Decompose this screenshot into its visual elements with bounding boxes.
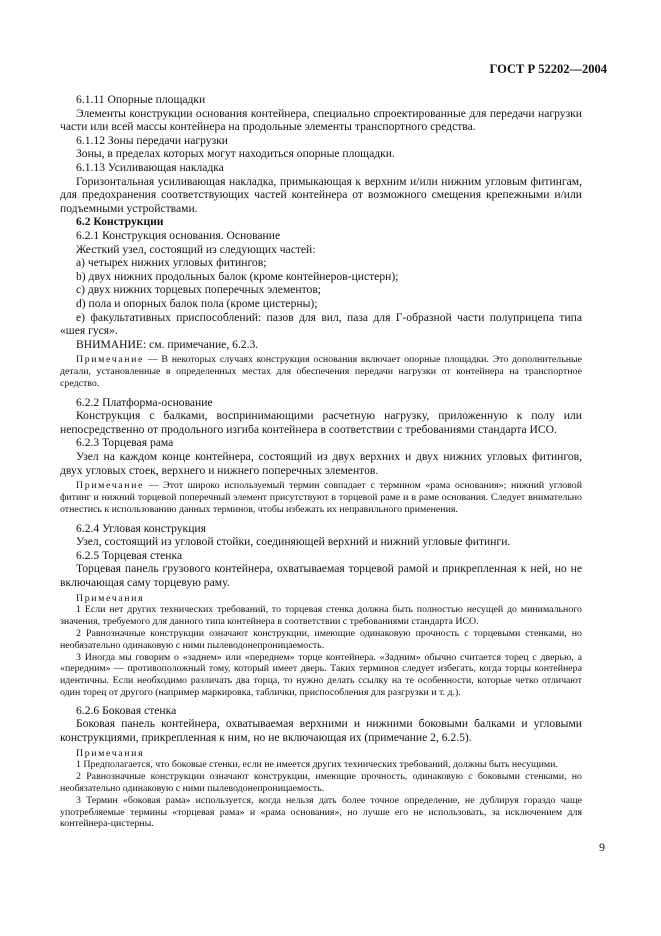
note-label: Примечание [76, 354, 145, 366]
section-6-1-13-text: Горизонтальная усиливающая накладка, примыкающая к верхним и/или нижним угловым фитингам, для предохранения соответствующих частей контейнера от возможного смещения крепежными и/или подъемными устройствами. [60, 174, 582, 215]
list-item: e) факультативных приспособлений: пазов для вил, паза для Г-образной части полуприцепа типа «шея гуся». [60, 310, 582, 338]
section-6-2-6-text: Боковая панель контейнера, охватываемая верхними и нижними боковыми балками и угловыми конструкциями, прикрепленная к ним, но не включающая их (примечание 2, 6.2.5). [60, 717, 582, 744]
list-item: а) четырех нижних угловых фитингов; [76, 256, 267, 270]
section-6-2-1-note [60, 354, 582, 389]
notes-title: Примечания [76, 592, 145, 604]
note-item: 3 Иногда мы говорим о «заднем» или «переднем» торце контейнера. «Задним» обычно считается торец с дверью, а «передним» — противоположный тому, который имеет дверь. Таких терминов следует избегать, когда торцы контейнера идентичны. Если необходимо различать два торца, то нужно делать ссылку на те особенности, которые четко отличают один торец от другого (например маркировка, таблички, приспособления для разгрузки и т. д.). [60, 651, 582, 698]
section-6-2-title: 6.2 Конструкции [76, 215, 164, 229]
section-6-2-3-text: Узел на каждом конце контейнера, состоящий из двух верхних и двух нижних угловых фитингов, двух угловых стоек, верхнего и нижнего поперечных элементов. [60, 450, 582, 477]
section-6-1-11-title: 6.1.11 Опорные площадки [76, 93, 206, 106]
list-item: b) двух нижних продольных балок (кроме контейнеров-цистерн); [76, 269, 399, 283]
note-item: 1 Предполагается, что боковые стенки, если не имеется других технических требований, должны быть несущими. [76, 759, 558, 771]
note-text: — В некоторых случаях конструкция основания включает опорные площадки. Это дополнительные детали, установленные в определенных местах для обеспечения передачи нагрузки от контейнера на транспортное средство. [60, 354, 582, 389]
note-label: Примечание [76, 480, 145, 492]
section-6-2-3-title: 6.2.3 Торцевая рама [76, 436, 174, 450]
list-item: d) пола и опорных балок пола (кроме цистерны); [76, 296, 318, 310]
section-6-2-4-title: 6.2.4 Угловая конструкция [76, 521, 206, 535]
document-header: ГОСТ Р 52202—2004 [489, 62, 607, 76]
section-6-2-5-title: 6.2.5 Торцевая стенка [76, 548, 183, 562]
section-6-2-3-note [60, 480, 582, 515]
section-6-2-2-text: Конструкция с балками, воспринимающими расчетную нагрузку, приложенную к полу или непосредственно от продольного изгиба контейнера в соответствии с требованиями стандарта ИСО. [60, 409, 582, 436]
section-6-1-12-title: 6.1.12 Зоны передачи нагрузки [76, 133, 228, 147]
attention-text: ВНИМАНИЕ: см. примечание, 6.2.3. [76, 337, 259, 351]
note-item: 1 Если нет других технических требований, то торцевая стенка должна быть полностью несущей до минимального значения, требуемого для данного типа контейнера в соответствии с требованиями стандарта ИСО. [60, 604, 582, 628]
section-6-2-6-title: 6.2.6 Боковая стенка [76, 703, 177, 717]
document-body [60, 93, 582, 830]
section-6-2-5-text: Торцевая панель грузового контейнера, охватываемая торцевой рамой и прикрепленная к ней, но не включающая саму торцевую раму. [60, 562, 582, 589]
section-6-2-2-title: 6.2.2 Платформа-основание [76, 395, 213, 409]
note-item: 2 Равнозначные конструкции означают конструкции, имеющие одинаковую прочность с торцевыми стенками, но необязательно одинаковую с ними пылеводонепроницаемость. [60, 627, 582, 651]
notes-title: Примечания [76, 747, 145, 759]
section-6-2-1-title: 6.2.1 Конструкция основания. Основание [76, 228, 281, 242]
note-text: — Этот широко используемый термин совпадает с термином «рама основания»; нижний угловой фитинг и нижний торцевой поперечный элемент присутствуют в торцевой раме и в раме основания. Следует внимательно отнестись к использованию данных терминов, чтобы избежать их неправильного применения. [60, 480, 582, 515]
section-6-2-4-text: Узел, состоящий из угловой стойки, соединяющей верхний и нижний угловые фитинги. [76, 535, 511, 549]
section-6-1-12-text: Зоны, в пределах которых могут находиться опорные площадки. [76, 147, 395, 161]
section-6-2-1-intro: Жесткий узел, состоящий из следующих частей: [76, 242, 316, 256]
note-item: 3 Термин «боковая рама» используется, когда нельзя дать более точное определение, не дублируя гораздо чаще употребляемые термины «торцевая рама» и «рама основания», но лучше его не использовать, за исключением для контейнера-цистерны. [60, 794, 582, 830]
note-item: 2 Равнозначные конструкции означают конструкции, имеющие прочность, одинаковую с боковыми стенками, но необязательно одинаковую с ними пылеводонепроницаемость. [60, 771, 582, 794]
list-item: c) двух нижних торцевых поперечных элементов; [76, 283, 322, 297]
page-number: 9 [599, 840, 605, 854]
section-6-1-11-text: Элементы конструкции основания контейнера, специально спроектированные для передачи нагрузки части или всей массы контейнера на продольные элементы транспортного средства. [60, 106, 582, 134]
section-6-1-13-title: 6.1.13 Усиливающая накладка [76, 160, 224, 174]
